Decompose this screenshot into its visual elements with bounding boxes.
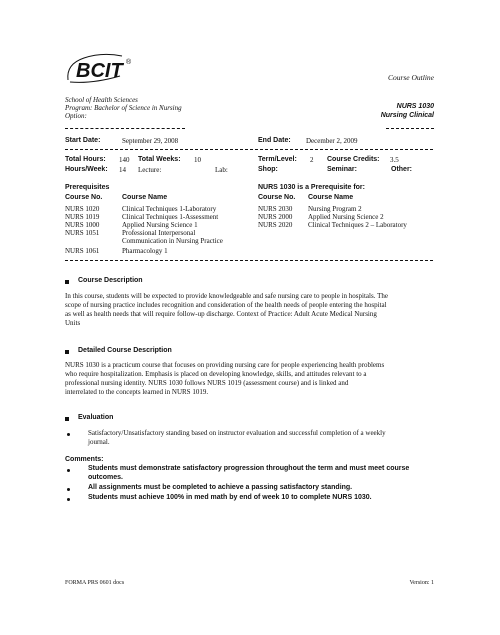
comment-item: Students must achieve 100% in med math by end of week 10 to complete NURS 1030. <box>88 494 372 501</box>
comments-heading: Comments: <box>65 456 104 463</box>
description-line: In this course, students will be expected to provide knowledgeable and safe nursing care to people in hospitals. The <box>65 292 388 300</box>
term-level-value: 2 <box>310 156 314 164</box>
prereq-for-name: Applied Nursing Science 2 <box>308 213 384 221</box>
course-title: Nursing Clinical <box>380 112 434 119</box>
detailed-line: interrelated to the concepts learned in NURS 1019. <box>65 388 209 396</box>
prereq-name: Clinical Techniques 1-Assessment <box>122 213 219 221</box>
course-code: NURS 1030 <box>396 103 434 110</box>
other-label: Other: <box>391 166 412 173</box>
prereq-no: NURS 1000 <box>65 221 100 229</box>
prereq-no: NURS 1061 <box>65 247 100 255</box>
svg-text:®: ® <box>126 59 132 66</box>
comment-item: All assignments must be completed to achieve a passing satisfactory standing. <box>88 484 353 491</box>
prereq-no: NURS 1019 <box>65 213 100 221</box>
detailed-line: who require hospitalization. Emphasis is placed on developing knowledge, skills, and attitudes relevant to a <box>65 370 367 378</box>
start-date-label: Start Date: <box>65 137 101 144</box>
end-date-label: End Date: <box>258 137 291 144</box>
start-date-value: September 29, 2008 <box>122 137 179 145</box>
list-bullet <box>67 433 70 436</box>
prereq-for-col-no: Course No. <box>258 194 296 201</box>
prereq-for-name: Nursing Program 2 <box>308 205 362 213</box>
detailed-line: NURS 1030 is a practicum course that focuses on providing nursing care for people experiencing health problems <box>65 361 385 369</box>
section-bullet <box>65 280 69 284</box>
lab-label: Lab: <box>215 166 228 174</box>
list-bullet <box>67 488 70 491</box>
prereq-for-no: NURS 2030 <box>258 205 293 213</box>
course-credits-value: 3.5 <box>390 156 399 164</box>
divider <box>65 260 433 261</box>
term-level-label: Term/Level: <box>258 156 297 163</box>
footer-left: FORMA PRS 0601 docs <box>65 580 125 586</box>
prereq-no: NURS 1020 <box>65 205 100 213</box>
prereq-for-col-name: Course Name <box>308 194 354 201</box>
detailed-line: professional nursing identity. NURS 1030 follows NURS 1019 (assessment course) and is linked and <box>65 379 349 387</box>
evaluation-heading: Evaluation <box>78 414 114 421</box>
option-label: Option: <box>65 112 87 120</box>
course-credits-label: Course Credits: <box>327 156 380 163</box>
divider <box>386 128 434 129</box>
end-date-value: December 2, 2009 <box>306 137 358 145</box>
prereq-name: Pharmacology 1 <box>122 247 168 255</box>
prereq-name: Communication in Nursing Practice <box>122 237 223 245</box>
total-hours-label: Total Hours: <box>65 156 106 163</box>
evaluation-item: Satisfactory/Unsatisfactory standing based on instructor evaluation and successful completion of a weekly <box>88 429 386 437</box>
detailed-description-heading: Detailed Course Description <box>78 347 172 354</box>
prereq-for-no: NURS 2020 <box>258 221 293 229</box>
evaluation-item: journal. <box>88 438 110 446</box>
prereq-col-name: Course Name <box>122 194 168 201</box>
divider <box>65 128 185 129</box>
shop-label: Shop: <box>258 166 278 173</box>
total-weeks-label: Total Weeks: <box>138 156 181 163</box>
list-bullet <box>67 469 70 472</box>
svg-text:BCIT: BCIT <box>76 60 123 82</box>
footer-right: Version: 1 <box>409 580 434 586</box>
prereq-no: NURS 1051 <box>65 229 100 237</box>
description-line: Units <box>65 319 81 327</box>
comment-item: Students must demonstrate satisfactory progression throughout the term and must meet course <box>88 465 410 472</box>
section-bullet <box>65 417 69 421</box>
bcit-logo <box>62 50 142 88</box>
program-name: Program: Bachelor of Science in Nursing <box>65 104 182 112</box>
prereq-name: Applied Nursing Science 1 <box>122 221 198 229</box>
prereq-name: Clinical Techniques 1-Laboratory <box>122 205 217 213</box>
prereq-for-name: Clinical Techniques 2 – Laboratory <box>308 221 407 229</box>
divider <box>65 149 433 150</box>
section-bullet <box>65 350 69 354</box>
prereq-heading: Prerequisites <box>65 184 110 191</box>
school-name: School of Health Sciences <box>65 96 138 104</box>
prereq-for-no: NURS 2000 <box>258 213 293 221</box>
description-line: scope of nursing practice includes recognition and consideration of the health needs of people entering the hospital <box>65 301 387 309</box>
description-line: as well as health needs that will require follow-up discharge. Context of Practice: Adult Acute Medical Nursing <box>65 310 377 318</box>
prereq-for-heading: NURS 1030 is a Prerequisite for: <box>258 184 365 191</box>
total-hours-value: 140 <box>119 156 130 164</box>
list-bullet <box>67 498 70 501</box>
comment-item: outcomes. <box>88 474 124 481</box>
course-description-heading: Course Description <box>78 277 143 284</box>
total-weeks-value: 10 <box>194 156 201 164</box>
prereq-name: Professional Interpersonal <box>122 229 196 237</box>
prereq-col-no: Course No. <box>65 194 103 201</box>
hours-week-value: 14 <box>119 166 126 174</box>
hours-week-label: Hours/Week: <box>65 166 108 173</box>
lecture-label: Lecture: <box>138 166 162 174</box>
doc-type: Course Outline <box>387 73 434 82</box>
seminar-label: Seminar: <box>327 166 357 173</box>
